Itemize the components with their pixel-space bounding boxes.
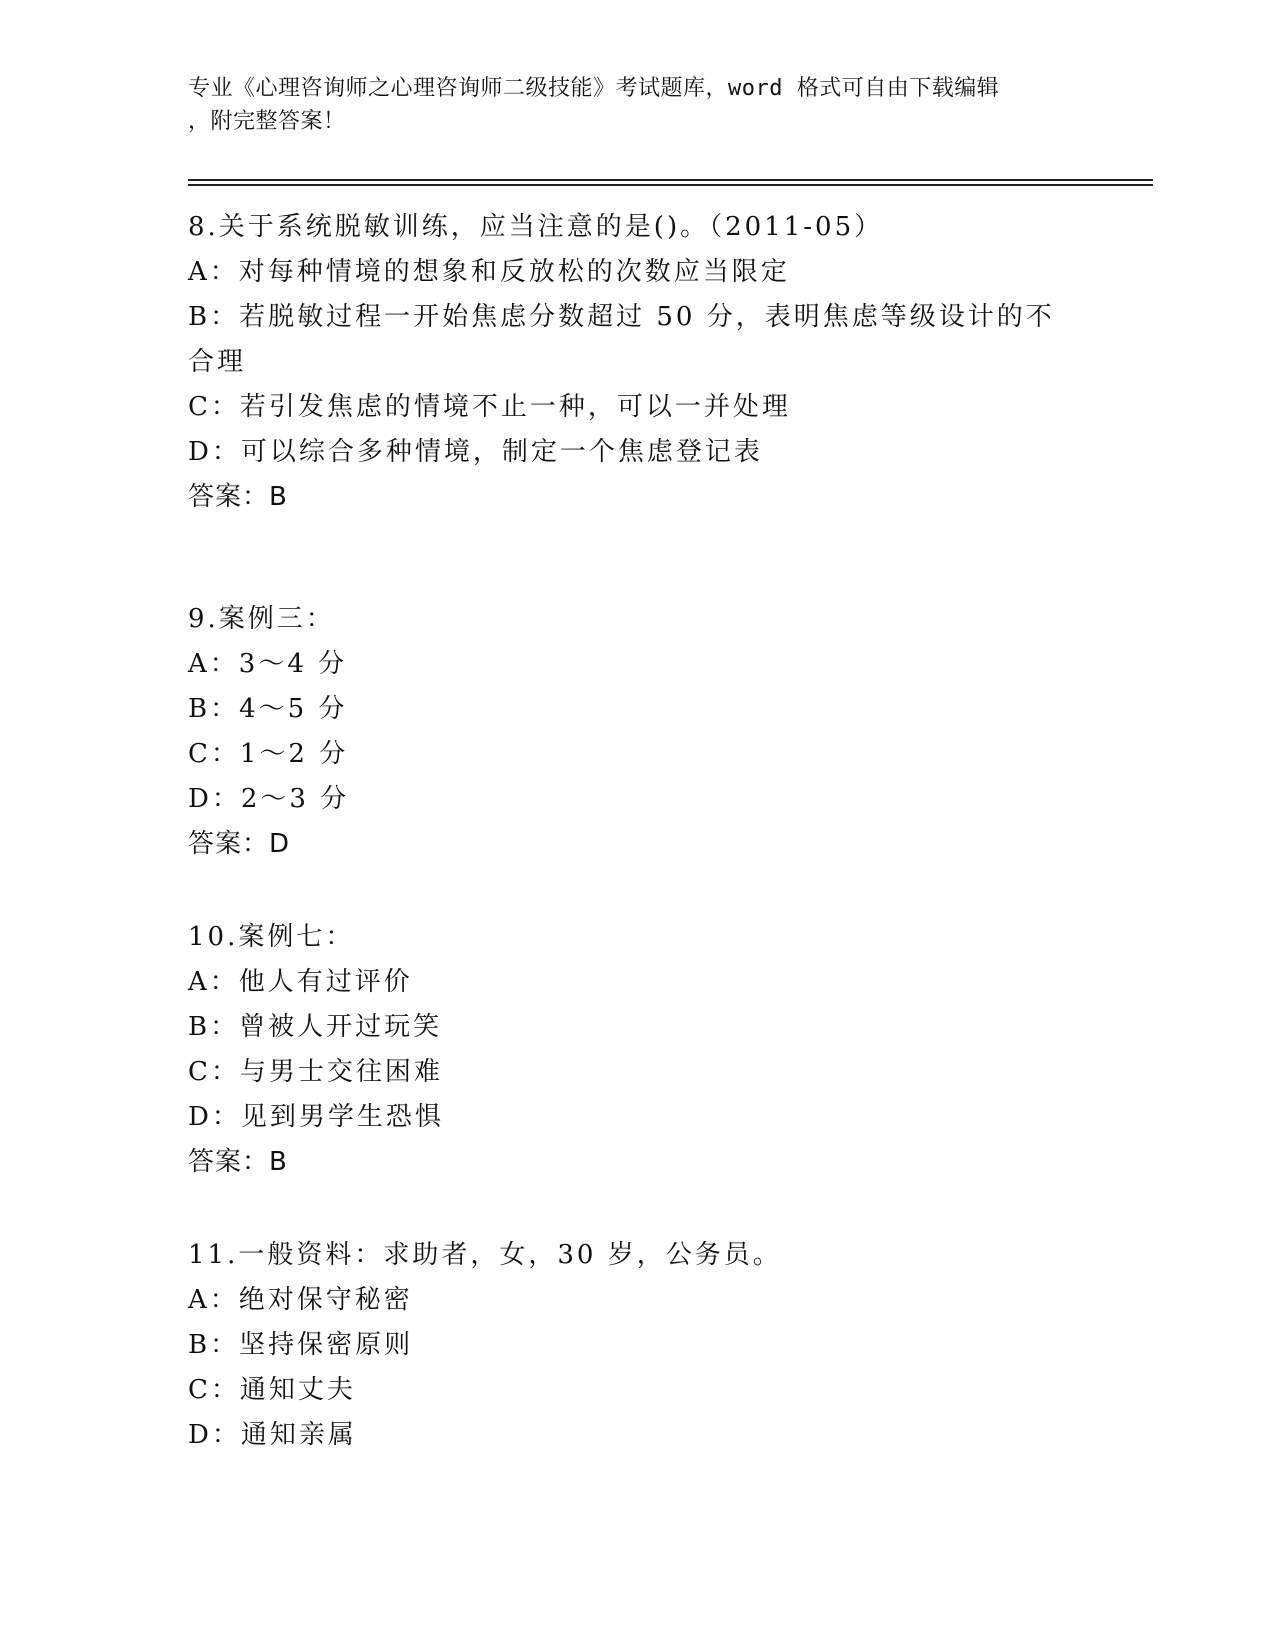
question-stem: 9.案例三：: [188, 604, 335, 634]
header-line-2: ，附完整答案！: [188, 109, 346, 134]
question-11: [188, 1233, 1088, 1458]
option-d: D：可以综合多种情境，制定一个焦虑登记表: [188, 437, 763, 467]
option-b: B：曾被人开过玩笑: [188, 1012, 443, 1042]
question-stem: 8.关于系统脱敏训练，应当注意的是()。（2011-05）: [188, 212, 884, 242]
option-d: D：2～3 分: [188, 784, 350, 814]
document-header: [188, 72, 1088, 138]
question-10: [188, 915, 1088, 1185]
option-a: A：3～4 分: [188, 649, 348, 679]
question-9: [188, 597, 1088, 867]
question-8: [188, 205, 1088, 520]
option-a: A：对每种情境的想象和反放松的次数应当限定: [188, 257, 790, 287]
answer-label: 答案：B: [188, 1147, 288, 1177]
header-divider-top: [188, 179, 1153, 181]
option-c: C：若引发焦虑的情境不止一种，可以一并处理: [188, 392, 791, 422]
option-b: B：坚持保密原则: [188, 1330, 414, 1360]
question-stem: 10.案例七：: [188, 922, 355, 952]
option-d: D：见到男学生恐惧: [188, 1102, 444, 1132]
option-c: C：与男士交往困难: [188, 1057, 443, 1087]
option-a: A：绝对保守秘密: [188, 1285, 413, 1315]
option-d: D：通知亲属: [188, 1420, 357, 1450]
header-divider-bottom: [188, 184, 1153, 186]
option-a: A：他人有过评价: [188, 967, 413, 997]
question-stem: 11.一般资料：求助者，女，30 岁，公务员。: [188, 1240, 782, 1270]
header-line-1: 专业《心理咨询师之心理咨询师二级技能》考试题库，word 格式可自由下载编辑: [188, 76, 1000, 101]
option-c: C：1～2 分: [188, 739, 349, 769]
option-b: B：若脱敏过程一开始焦虑分数超过 50 分，表明焦虑等级设计的不合理: [188, 302, 1055, 377]
option-b: B：4～5 分: [188, 694, 348, 724]
answer-label: 答案：D: [188, 829, 291, 859]
answer-label: 答案：B: [188, 482, 288, 512]
option-c: C：通知丈夫: [188, 1375, 356, 1405]
